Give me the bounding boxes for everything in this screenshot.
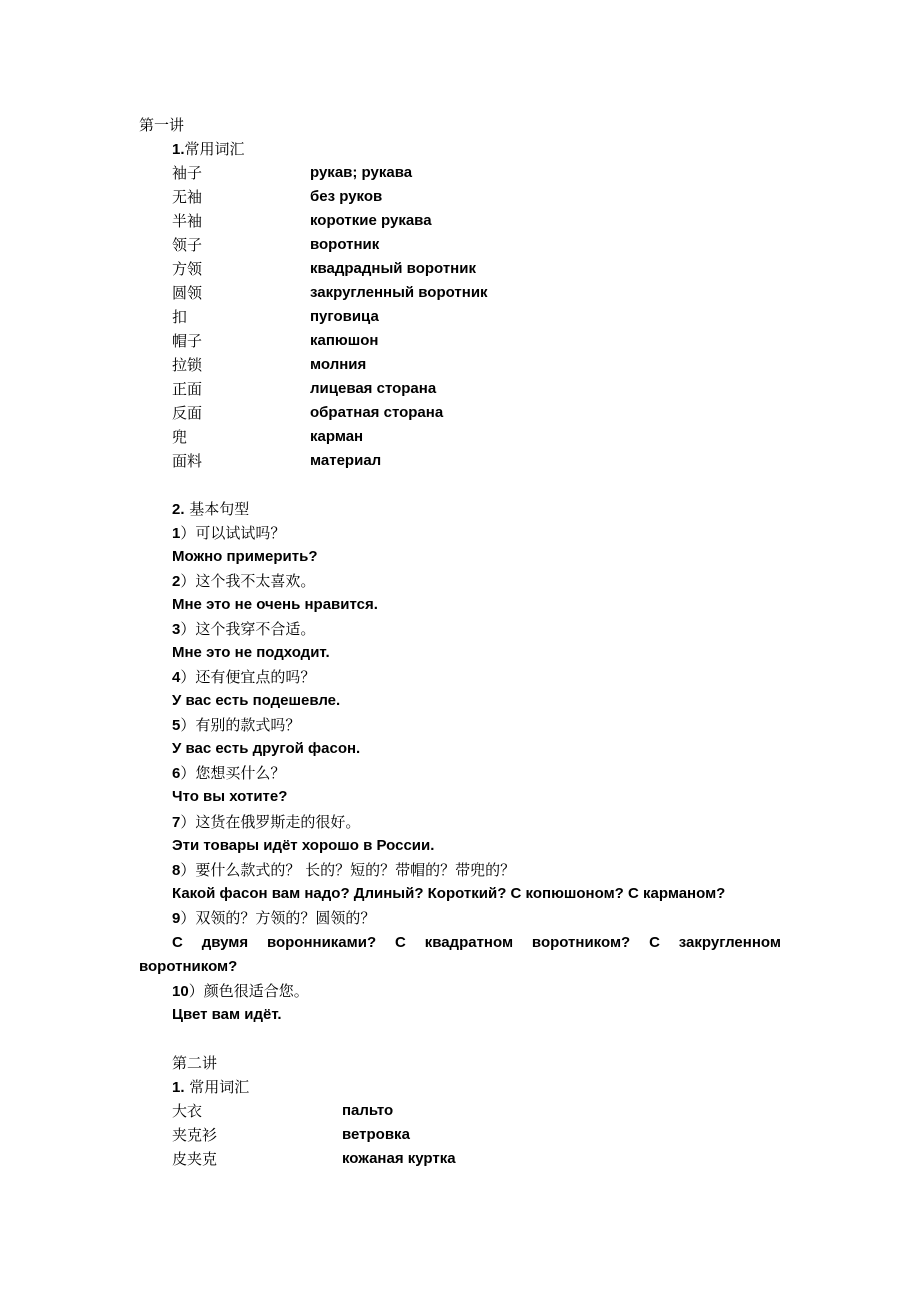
vocab-zh: 正面: [172, 380, 203, 398]
lesson2-title: 第二讲: [172, 1054, 218, 1072]
vocab-ru: рукав; рукава: [310, 164, 413, 181]
sentence-number: 7: [172, 814, 181, 831]
sentence-zh: [172, 812, 360, 833]
sentence-zh-text: ）这个我不太喜欢。: [180, 572, 316, 590]
heading-number: 1.: [172, 141, 185, 158]
word: квадратном: [424, 934, 514, 951]
vocab-zh: 扣: [172, 308, 188, 326]
sentence-ru: У вас есть подешевле.: [172, 692, 341, 709]
vocab-ru: карман: [310, 428, 364, 445]
sentence-zh: [172, 981, 309, 1002]
vocab-zh: 领子: [172, 236, 203, 254]
sentence-number: 8: [172, 862, 181, 879]
vocab-zh: 大衣: [172, 1102, 203, 1120]
vocab-ru: пальто: [342, 1102, 394, 1119]
vocab-ru: ветровка: [342, 1126, 410, 1143]
vocab-zh: 拉锁: [172, 356, 203, 374]
sentence-ru: Цвет вам идёт.: [172, 1006, 282, 1023]
vocab-zh: 帽子: [172, 332, 203, 350]
vocab-zh: 半袖: [172, 212, 203, 230]
sentence-number: 1: [172, 525, 181, 542]
sentence-zh-text: ）要什么款式的？ 长的？短的？带帽的？带兜的？: [180, 861, 516, 879]
heading-text: 常用词汇: [184, 1078, 250, 1096]
sentence-zh: [172, 667, 315, 688]
vocab-zh: 圆领: [172, 284, 203, 302]
lesson2-vocab-heading: [172, 1077, 249, 1098]
sentence-zh-text: ）有别的款式吗？: [180, 716, 301, 734]
word: С: [649, 934, 660, 951]
vocab-ru: закругленный воротник: [310, 284, 488, 301]
word: С: [172, 934, 183, 951]
sentence-zh-text: ）可以试试吗？: [180, 524, 286, 542]
heading-text: 常用词汇: [184, 140, 245, 158]
sentence-ru-justified: [172, 933, 781, 953]
sentence-ru: Можно примерить?: [172, 548, 318, 565]
lesson1-title: 第一讲: [139, 116, 185, 134]
vocab-ru: обратная сторана: [310, 404, 444, 421]
heading-number: 2.: [172, 501, 185, 518]
vocab-ru: короткие рукава: [310, 212, 432, 229]
vocab-ru: квадрадный воротник: [310, 260, 476, 277]
sentence-ru: Что вы хотите?: [172, 788, 288, 805]
sentence-zh: [172, 523, 285, 544]
vocab-ru: лицевая сторана: [310, 380, 437, 397]
sentence-zh: [172, 908, 375, 929]
vocab-ru: материал: [310, 452, 382, 469]
sentence-ru: Мне это не подходит.: [172, 644, 330, 661]
sentence-zh-text: ）双领的？方领的？圆领的？: [180, 909, 376, 927]
sentence-ru: Мне это не очень нравится.: [172, 596, 378, 613]
vocab-ru: пуговица: [310, 308, 379, 325]
sentence-ru: Какой фасон вам надо? Длиный? Короткий? С копюшоном? С карманом?: [172, 885, 726, 902]
sentence-number: 2: [172, 573, 181, 590]
heading-number: 1.: [172, 1079, 185, 1096]
sentence-ru: Эти товары идёт хорошо в России.: [172, 837, 435, 854]
vocab-ru: кожаная куртка: [342, 1150, 456, 1167]
word: С: [394, 934, 406, 951]
sentence-zh-text: ）颜色很适合您。: [188, 982, 309, 1000]
vocab-zh: 袖子: [172, 164, 203, 182]
word: двумя: [201, 934, 249, 951]
word: воронниками?: [266, 934, 377, 951]
word: воротником?: [531, 934, 631, 951]
sentence-number: 9: [172, 910, 181, 927]
vocab-zh: 兜: [172, 428, 188, 446]
vocab-zh: 夹克衫: [172, 1126, 218, 1144]
sentence-zh-text: ）还有便宜点的吗？: [180, 668, 316, 686]
lesson1-sentences-heading: [172, 499, 249, 520]
vocab-ru: воротник: [310, 236, 380, 253]
vocab-ru: без руков: [310, 188, 383, 205]
vocab-ru: молния: [310, 356, 367, 373]
vocab-zh: 反面: [172, 404, 203, 422]
sentence-zh: [172, 860, 515, 881]
sentence-zh-text: ）这个我穿不合适。: [180, 620, 316, 638]
lesson1-vocab-heading: [172, 139, 245, 160]
sentence-number: 5: [172, 717, 181, 734]
sentence-zh: [172, 619, 315, 640]
word: закругленном: [678, 934, 781, 951]
sentence-number: 6: [172, 765, 181, 782]
vocab-zh: 皮夹克: [172, 1150, 218, 1168]
sentence-zh: [172, 763, 285, 784]
vocab-zh: 无袖: [172, 188, 203, 206]
sentence-number: 10: [172, 983, 189, 1000]
sentence-number: 3: [172, 621, 181, 638]
sentence-number: 4: [172, 669, 181, 686]
sentence-zh-text: ）您想买什么？: [180, 764, 286, 782]
sentence-zh-text: ）这货在俄罗斯走的很好。: [180, 813, 361, 831]
sentence-ru: У вас есть другой фасон.: [172, 740, 361, 757]
vocab-ru: капюшон: [310, 332, 379, 349]
sentence-zh: [172, 715, 300, 736]
vocab-zh: 面料: [172, 452, 203, 470]
heading-text: 基本句型: [189, 500, 250, 518]
sentence-ru-continued: воротником?: [139, 958, 238, 975]
sentence-zh: [172, 571, 315, 592]
vocab-zh: 方领: [172, 260, 203, 278]
